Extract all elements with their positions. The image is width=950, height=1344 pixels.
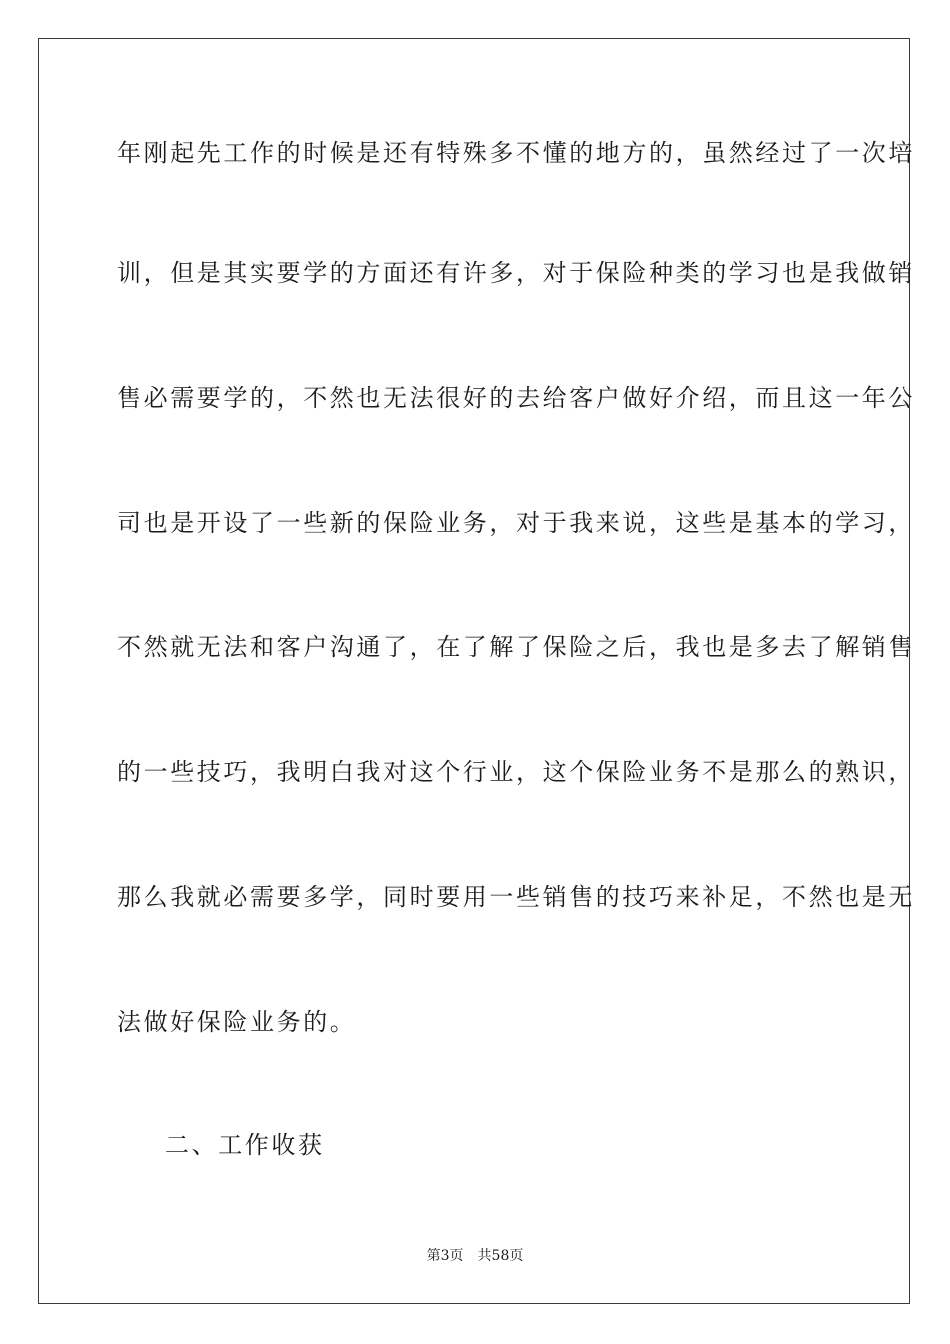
body-line-7: 那么我就必需要多学，同时要用一些销售的技巧来补足，不然也是无: [117, 883, 915, 911]
body-line-4: 司也是开设了一些新的保险业务，对于我来说，这些是基本的学习，: [117, 509, 915, 537]
section-heading: 二、工作收获: [165, 1131, 325, 1159]
page-number: 第3页: [426, 1248, 464, 1264]
page-border: [38, 38, 915, 1304]
body-line-1: 年刚起先工作的时候是还有特殊多不懂的地方的，虽然经过了一次培: [117, 139, 915, 167]
body-line-6: 的一些技巧，我明白我对这个行业，这个保险业务不是那么的熟识，: [117, 758, 915, 786]
body-line-5: 不然就无法和客户沟通了，在了解了保险之后，我也是多去了解销售: [117, 633, 915, 661]
body-line-3: 售必需要学的，不然也无法很好的去给客户做好介绍，而且这一年公: [117, 384, 915, 412]
body-line-8: 法做好保险业务的。: [117, 1008, 357, 1036]
body-line-2: 训，但是其实要学的方面还有许多，对于保险种类的学习也是我做销: [117, 259, 915, 287]
total-pages: 共58页: [477, 1248, 524, 1264]
page-footer: [0, 1246, 950, 1266]
